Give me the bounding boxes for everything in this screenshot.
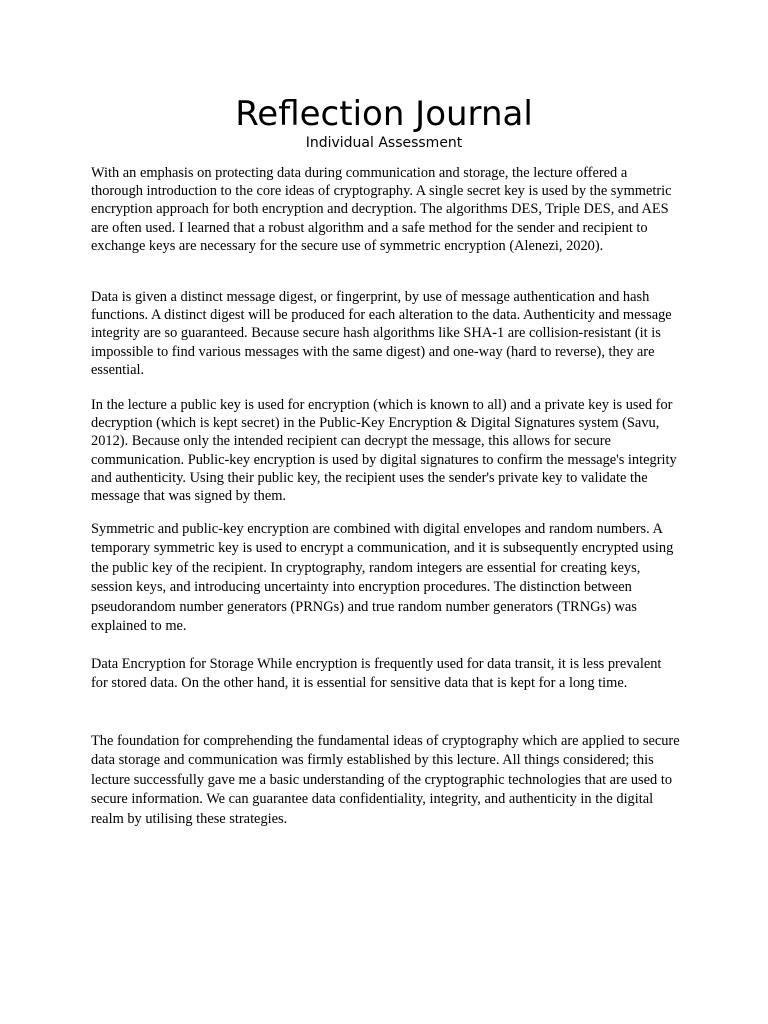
paragraph-storage-encryption: Data Encryption for Storage While encryption is frequently used for data transit, it is less prevalent for stored data. On the other hand, it is essential for sensitive data that is kept for a long time.	[91, 656, 662, 692]
document-subtitle: Individual Assessment	[305, 135, 463, 151]
paragraph-hash-functions: Data is given a distinct message digest, or fingerprint, by use of message authentication and hash functions. A distinct digest will be produced for each alteration to the data. Authenticity and message integrity are so guaranteed. Because secure hash algorithms like SHA-1 are collision-resistant (it is impossible to find various messages with the same digest) and one-way (hard to reverse), they are essential.	[91, 289, 672, 378]
paragraph-digital-envelopes: Symmetric and public-key encryption are combined with digital envelopes and random numbers. A temporary symmetric key is used to encrypt a communication, and it is subsequently encrypted using the public key of the recipient. In cryptography, random integers are essential for creating keys, session keys, and introducing uncertainty into encryption procedures. The distinction between pseudorandom number generators (PRNGs) and true random number generators (TRNGs) was explained to me.	[91, 521, 674, 635]
paragraph-conclusion: The foundation for comprehending the fundamental ideas of cryptography which are applied to secure data storage and communication was firmly established by this lecture. All things considered; this lecture successfully gave me a basic understanding of the cryptographic technologies that are used to secure information. We can guarantee data confidentiality, integrity, and authenticity in the digital realm by utilising these strategies.	[91, 733, 680, 827]
document-title: Reflection Journal	[235, 94, 533, 134]
paragraph-symmetric-encryption: With an emphasis on protecting data during communication and storage, the lecture offered a thorough introduction to the core ideas of cryptography. A single secret key is used by the symmetric encryption approach for both encryption and decryption. The algorithms DES, Triple DES, and AES are often used. I learned that a robust algorithm and a safe method for the sender and recipient to exchange keys are necessary for the secure use of symmetric encryption (Alenezi, 2020).	[91, 165, 672, 254]
paragraph-public-key-encryption: In the lecture a public key is used for encryption (which is known to all) and a private key is used for decryption (which is kept secret) in the Public-Key Encryption & Digital Signatures system (Savu, 2012). Because only the intended recipient can decrypt the message, this allows for secure communication. Public-key encryption is used by digital signatures to confirm the message's integrity and authenticity. Using their public key, the recipient uses the sender's private key to validate the message that was signed by them.	[91, 397, 677, 505]
